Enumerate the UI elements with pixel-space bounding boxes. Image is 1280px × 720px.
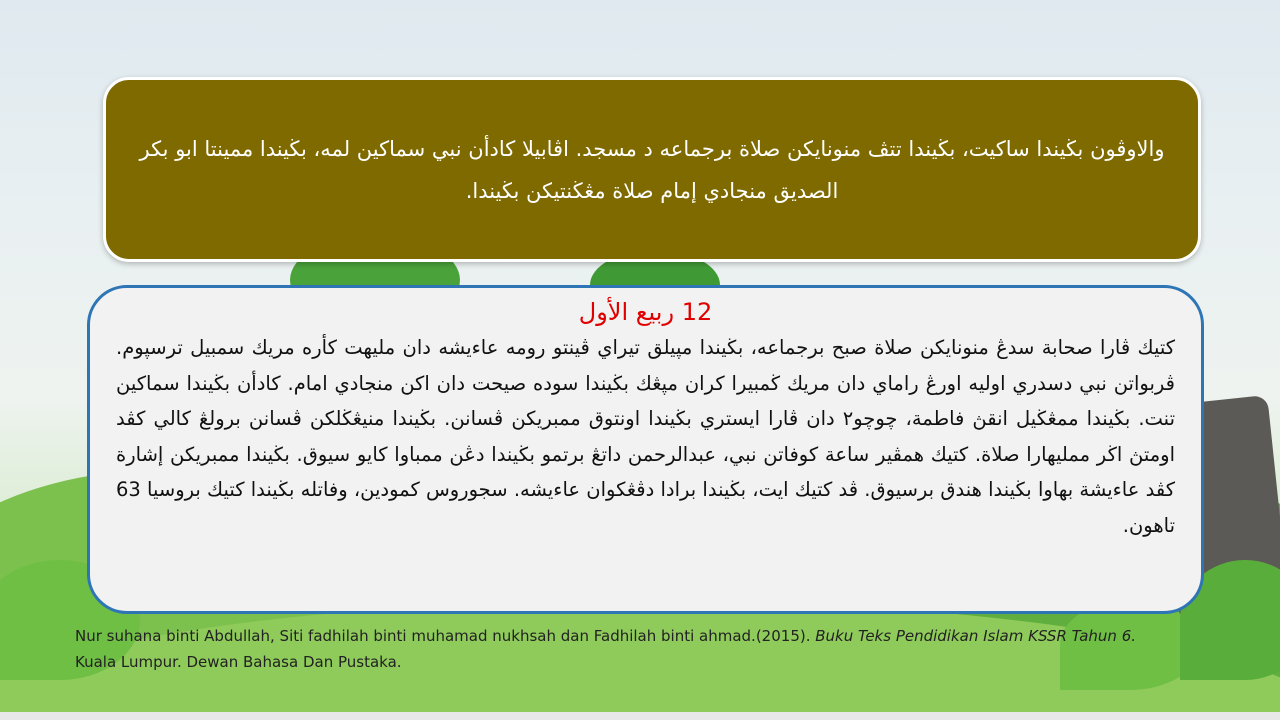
citation-authors: Nur suhana binti Abdullah, Siti fadhilah binti muhamad nukhsah dan Fadhilah binti ahmad.(2015).	[75, 627, 816, 645]
date-heading: 12 ربيع الأول	[578, 298, 713, 326]
main-paragraph: كتيك ڤارا صحابة سدڠ منونايكن صلاة صبح برجماعه، بڬيندا مپيلق تيراي ڤينتو رومه عاءيشه دان مليهت كأره مريك سمبيل ترسپوم. ڤربواتن نبي دسدري اوليه اورڠ راماي دان مريك ڬمبيرا كران مپڠك بڬيندا سوده صيحت دان اكن منجادي امام. كادأن بڬيندا سماكين تنت. بڬيندا ممڠڬيل انقڽ فاطمة، چوچو٢ دان ڤارا ايستري بڬيندا اونتوق ممبريكن ڤسانن. بڬيندا منيڠڬلكن ڤسانن برولڠ كالي كڤد اومتڽ اڬر ممليهارا صلاة. كتيك همڤير ساعة كوفاتن نبي، عبدالرحمن داتڠ برتمو بڬيندا دڠن ممباوا كايو سيوق. بڬيندا ممبريكن إشارة كڤد عاءيشة بهاوا بڬيندا هندق برسيوق. ڤد كتيك ايت، بڬيندا برادا دڤڠكوان عاءيشه. سجوروس كمودين، وفاتله بڬيندا كتيك بروسيا 63 تاهون.	[116, 336, 1175, 537]
bottom-strip	[0, 712, 1280, 720]
intro-text: والاوڤون بڬيندا ساكيت، بڬيندا تتڤ منونايكن صلاة برجماعه د مسجد. اڤابيلا كادأن نبي سماكين لمه، بڬيندا ممينتا ابو بكر الصديق منجادي إمام صلاة مڠڬنتيكن بڬيندا.	[139, 136, 1165, 203]
citation-publisher: Kuala Lumpur. Dewan Bahasa Dan Pustaka.	[75, 653, 402, 671]
intro-text-box	[103, 77, 1201, 262]
reference-citation	[75, 623, 1175, 675]
citation-book-title: Buku Teks Pendidikan Islam KSSR Tahun 6.	[815, 627, 1137, 645]
main-text-box	[87, 285, 1204, 614]
